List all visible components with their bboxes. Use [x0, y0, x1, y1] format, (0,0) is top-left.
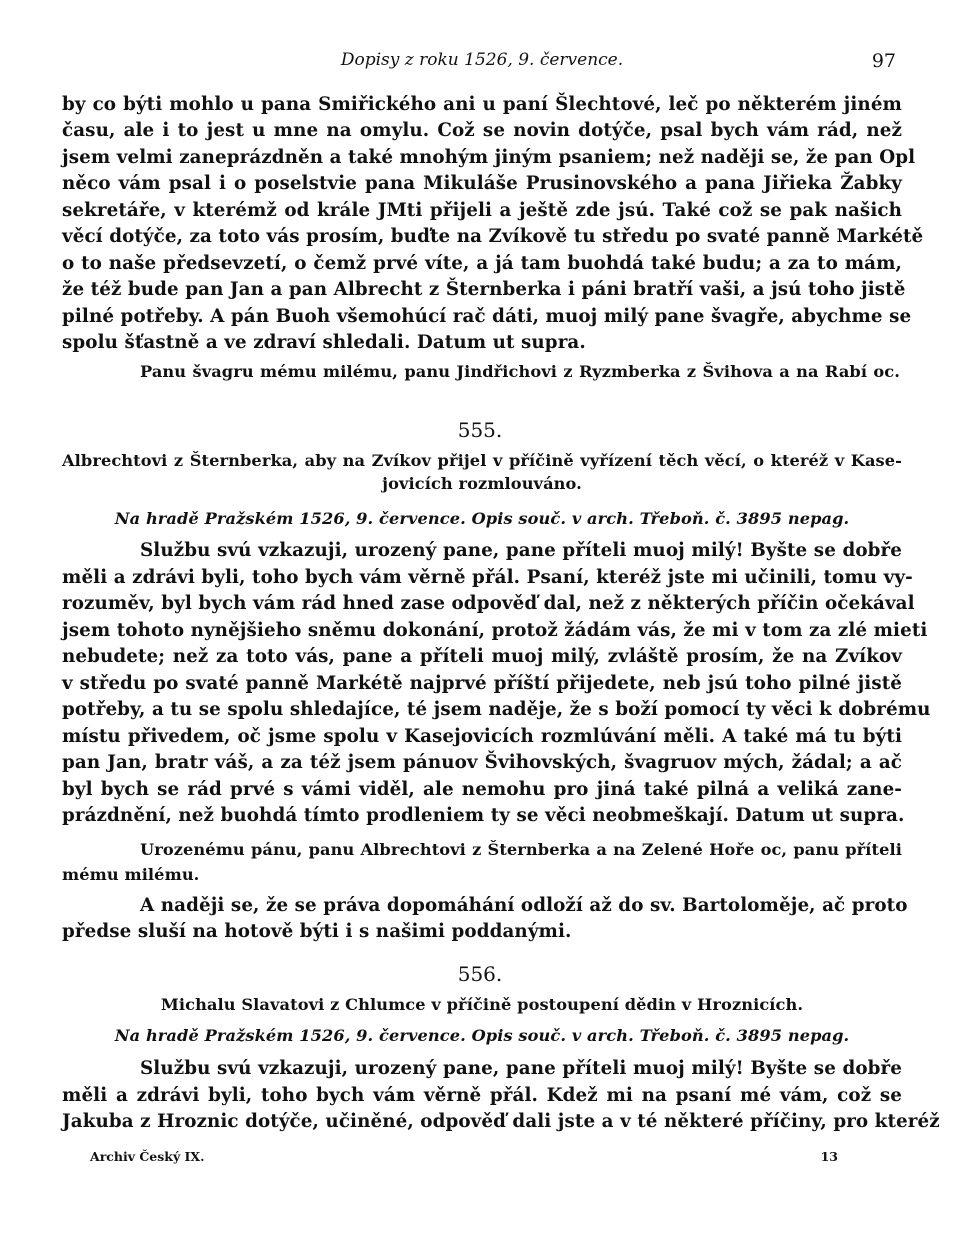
- text-line: spolu šťastně a ve zdraví shledali. Datum ut supra.: [62, 332, 586, 353]
- address-line: Urozenému pánu, panu Albrechtovi z Šternberka a na Zelené Hoře oc, panu příteli: [140, 840, 902, 859]
- section-heading: Michalu Slavatovi z Chlumce v příčině postoupení dědin v Hroznicích.: [160, 995, 804, 1014]
- section-number: 555.: [457, 418, 503, 442]
- text-line: Službu svú vzkazuji, urozený pane, pane příteli muoj milý! Byšte se dobře: [140, 540, 902, 561]
- text-line: rozuměv, byl bych vám rád hned zase odpověď dal, než z některých příčin očekával: [62, 593, 915, 614]
- footer-left: Archiv Český IX.: [90, 1149, 205, 1164]
- source-note: Na hradě Pražském 1526, 9. července. Opis souč. v arch. Třeboň. č. 3895 nepag.: [114, 509, 850, 528]
- text-line: sekretáře, v kterémž od krále JMti přijeli a ještě zde jsú. Také což se pak našich: [62, 200, 902, 221]
- page-number: 97: [871, 50, 896, 72]
- section-heading: jovicích rozmlouváno.: [382, 474, 582, 493]
- text-line: Jakuba z Hroznic dotýče, učiněné, odpověď dali jste a v té některé příčiny, pro kteréž: [62, 1111, 940, 1132]
- text-line: prázdnění, než buohdá tímto prodleniem ty se věci neobmeškají. Datum ut supra.: [62, 805, 905, 826]
- text-line: jsem tohoto nynějšieho sněmu dokonání, protož žádám vás, že mi v tom za zlé mieti: [62, 620, 928, 641]
- text-line: předse sluší na hotově býti i s našimi poddanými.: [62, 921, 572, 942]
- text-line: něco vám psal i o poselstvie pana Mikuláše Prusinovského a pana Jiřieka Žabky: [62, 173, 902, 194]
- text-line: času, ale i to jest u mne na omylu. Což se novin dotýče, psal bych vám rád, než: [62, 120, 902, 141]
- text-line: byl bych se rád prvé s vámi viděl, ale nemohu pro jiná také pilná a veliká zane-: [62, 779, 902, 800]
- footer-signature-mark: 13: [820, 1149, 838, 1164]
- page-footer: [62, 1149, 902, 1169]
- text-line: o to naše předsevzetí, o čemž prvé víte, a já tam buohdá také budu; a za to mám,: [62, 253, 902, 274]
- text-line: že též bude pan Jan a pan Albrecht z Šternberka i páni bratří vaši, a jsú toho jistě: [62, 279, 906, 300]
- section-heading: Albrechtovi z Šternberka, aby na Zvíkov přijel v příčině vyřízení těch věcí, o kteréž v Kase-: [62, 451, 902, 470]
- text-line: nebudete; než za toto vás, pane a příteli muoj milý, zvláště prosím, že na Zvíkov: [62, 646, 902, 667]
- text-line: Službu svú vzkazuji, urozený pane, pane příteli muoj milý! Byšte se dobře: [140, 1058, 902, 1079]
- text-line: jsem velmi zaneprázdněn a také mnohým jiným psaniem; než naději se, že pan Opl: [62, 147, 916, 168]
- text-line: v středu po svaté panně Markétě najprvé příští přijedete, neb jsú toho pilné jistě: [62, 673, 902, 694]
- text-line: místu přivedem, oč jsme spolu v Kasejovicích rozmlúvání měli. A také má tu býti: [62, 726, 902, 747]
- address-line: mému milému.: [62, 865, 200, 884]
- running-title: Dopisy z roku 1526, 9. července.: [340, 50, 624, 70]
- text-line: měli a zdrávi byli, toho bych vám věrně přál. Kdež mi na psaní mé vám, což se: [62, 1085, 902, 1106]
- section-number: 556.: [457, 962, 503, 986]
- text-line: potřeby, a tu se spolu shledajíce, té jsem naděje, že s boží pomocí ty věci k dobrému: [62, 699, 931, 720]
- page-header: [62, 50, 902, 74]
- source-note: Na hradě Pražském 1526, 9. července. Opis souč. v arch. Třeboň. č. 3895 nepag.: [114, 1026, 850, 1045]
- text-line: měli a zdrávi byli, toho bych vám věrně přál. Psaní, kteréž jste mi učinili, tomu vy-: [62, 567, 913, 588]
- address-line: Panu švagru mému milému, panu Jindřichovi z Ryzmberka z Švihova a na Rabí oc.: [140, 362, 900, 381]
- text-line: pilné potřeby. A pán Buoh všemohúcí rač dáti, muoj milý pane švagře, abychme se: [62, 306, 912, 327]
- text-line: by co býti mohlo u pana Smiřického ani u paní Šlechtové, leč po některém jiném: [62, 94, 902, 115]
- text-line: věcí dotýče, za toto vás prosím, buďte na Zvíkově tu středu po svaté panně Markétě: [62, 226, 924, 247]
- text-line: pan Jan, bratr váš, a za též jsem pánuov Švihovských, švagruov mých, žádal; a ač: [62, 752, 902, 773]
- text-line: A naději se, že se práva dopomáhání odloží až do sv. Bartoloměje, ač proto: [140, 895, 908, 916]
